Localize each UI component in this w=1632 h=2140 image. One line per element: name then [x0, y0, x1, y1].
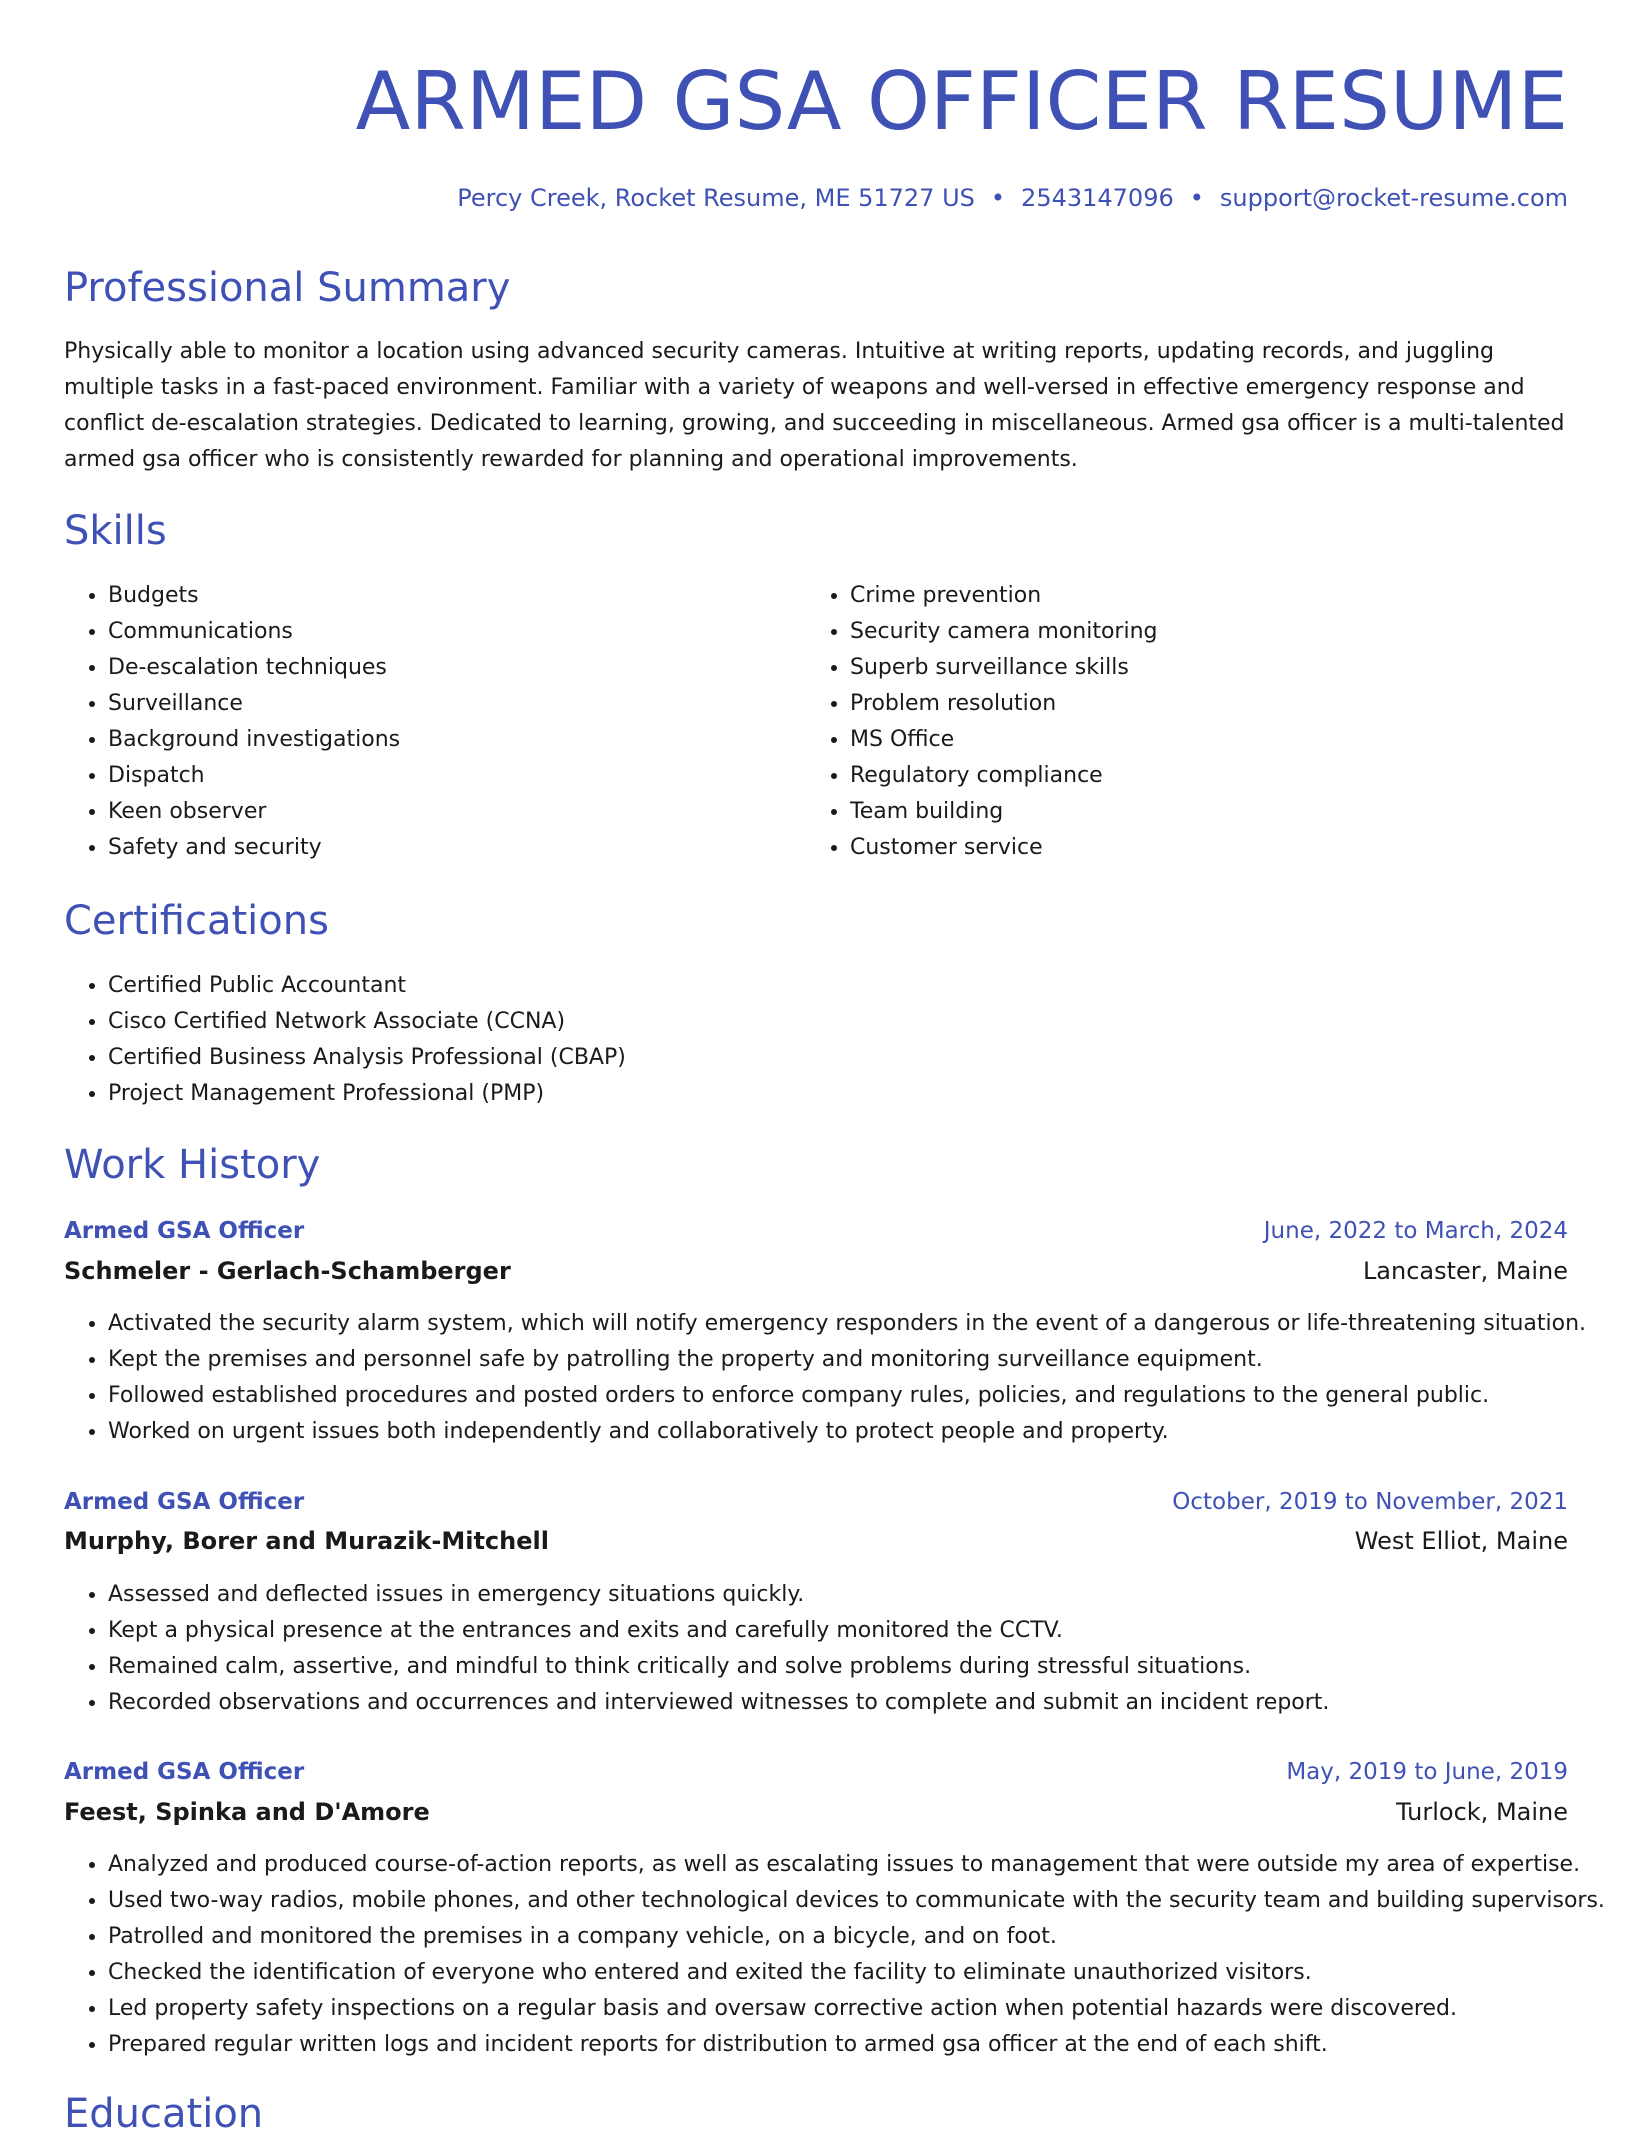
certification-item: • Certified Public Accountant: [108, 968, 626, 1004]
job-dates: October, 2019 to November, 2021: [1172, 1489, 1568, 1515]
contact-separator: •: [1189, 184, 1204, 212]
skill-item: • Superb surveillance skills: [850, 650, 1158, 686]
resume-title: ARMED GSA OFFICER RESUME: [355, 55, 1568, 148]
job-duty: • Remained calm, assertive, and mindful to think critically and solve problems during stressful situations.: [108, 1649, 1329, 1685]
job-duties-list: [64, 1306, 1586, 1450]
job-company: Murphy, Borer and Murazik-Mitchell: [64, 1527, 549, 1555]
section-heading-education: Education: [64, 2091, 264, 2137]
contact-email: support@rocket-resume.com: [1219, 184, 1568, 212]
skills-list-left: [64, 578, 400, 866]
job-title: Armed GSA Officer: [64, 1489, 305, 1515]
certifications-list: [64, 968, 626, 1112]
job-duty: • Assessed and deflected issues in emergency situations quickly.: [108, 1577, 1329, 1613]
skill-item: • De-escalation techniques: [108, 650, 400, 686]
certification-item: • Certified Business Analysis Professional (CBAP): [108, 1040, 626, 1076]
job-duty: • Checked the identification of everyone who entered and exited the facility to eliminate unauthorized visitors.: [108, 1955, 1605, 1991]
job-duty: • Used two-way radios, mobile phones, and other technological devices to communicate with the security team and building supervisors.: [108, 1883, 1605, 1919]
job-duties-list: [64, 1577, 1329, 1721]
job-duty: • Worked on urgent issues both independently and collaboratively to protect people and property.: [108, 1414, 1586, 1450]
skill-item: • Crime prevention: [850, 578, 1158, 614]
skill-item: • Safety and security: [108, 830, 400, 866]
skill-item: • Background investigations: [108, 722, 400, 758]
job-duty: • Patrolled and monitored the premises in a company vehicle, on a bicycle, and on foot.: [108, 1919, 1605, 1955]
contact-line: [457, 180, 1568, 216]
contact-separator: •: [990, 184, 1006, 212]
certification-item: • Cisco Certified Network Associate (CCNA): [108, 1004, 626, 1040]
skills-list-right: [806, 578, 1158, 866]
job-duty: • Led property safety inspections on a regular basis and oversaw corrective action when potential hazards were discovered.: [108, 1991, 1605, 2027]
job-duty: • Recorded observations and occurrences and interviewed witnesses to complete and submit an incident report.: [108, 1685, 1329, 1721]
job-location: Turlock, Maine: [1396, 1798, 1568, 1826]
skill-item: • Communications: [108, 614, 400, 650]
skill-item: • Regulatory compliance: [850, 758, 1158, 794]
job-location: Lancaster, Maine: [1362, 1257, 1568, 1285]
section-heading-certifications: Certifications: [64, 898, 329, 944]
job-title: Armed GSA Officer: [64, 1218, 305, 1244]
job-duties-list: [64, 1847, 1605, 2063]
certification-item: • Project Management Professional (PMP): [108, 1076, 626, 1112]
job-duty: • Kept a physical presence at the entrances and exits and carefully monitored the CCTV.: [108, 1613, 1329, 1649]
job-duty: • Followed established procedures and posted orders to enforce company rules, policies, and regulations to the general public.: [108, 1378, 1586, 1414]
job-duty: • Prepared regular written logs and incident reports for distribution to armed gsa officer at the end of each shift.: [108, 2027, 1605, 2063]
job-dates: May, 2019 to June, 2019: [1286, 1759, 1568, 1785]
job-location: West Elliot, Maine: [1354, 1527, 1568, 1555]
job-title: Armed GSA Officer: [64, 1759, 305, 1785]
skill-item: • Team building: [850, 794, 1158, 830]
summary-text: Physically able to monitor a location using advanced security cameras. Intuitive at writing reports, updating records, and juggling multiple tasks in a fast-paced environment. Familiar with a variety of weapons and well-versed in effective emergency response and conflict de-escalation strategies. Dedicated to learning, growing, and succeeding in miscellaneous. Armed gsa officer is a multi-talented armed gsa officer who is consistently rewarded for planning and operational improvements.: [64, 339, 1565, 472]
job-company: Feest, Spinka and D'Amore: [64, 1798, 430, 1826]
skill-item: • Dispatch: [108, 758, 400, 794]
job-dates: June, 2022 to March, 2024: [1263, 1218, 1568, 1244]
skill-item: • Surveillance: [108, 686, 400, 722]
skill-item: • Budgets: [108, 578, 400, 614]
skill-item: • Problem resolution: [850, 686, 1158, 722]
section-heading-work-history: Work History: [64, 1142, 321, 1188]
skill-item: • MS Office: [850, 722, 1158, 758]
contact-address: Percy Creek, Rocket Resume, ME 51727 US: [457, 184, 975, 212]
section-heading-skills: Skills: [64, 508, 167, 554]
job-duty: • Analyzed and produced course-of-action reports, as well as escalating issues to management that were outside my area of expertise.: [108, 1847, 1605, 1883]
skill-item: • Customer service: [850, 830, 1158, 866]
job-company: Schmeler - Gerlach-Schamberger: [64, 1257, 511, 1285]
skill-item: • Keen observer: [108, 794, 400, 830]
contact-phone: 2543147096: [1021, 184, 1174, 212]
job-duty: • Kept the premises and personnel safe by patrolling the property and monitoring surveillance equipment.: [108, 1342, 1586, 1378]
job-duty: • Activated the security alarm system, which will notify emergency responders in the event of a dangerous or life-threatening situation.: [108, 1306, 1586, 1342]
section-heading-summary: Professional Summary: [64, 265, 511, 311]
skill-item: • Security camera monitoring: [850, 614, 1158, 650]
